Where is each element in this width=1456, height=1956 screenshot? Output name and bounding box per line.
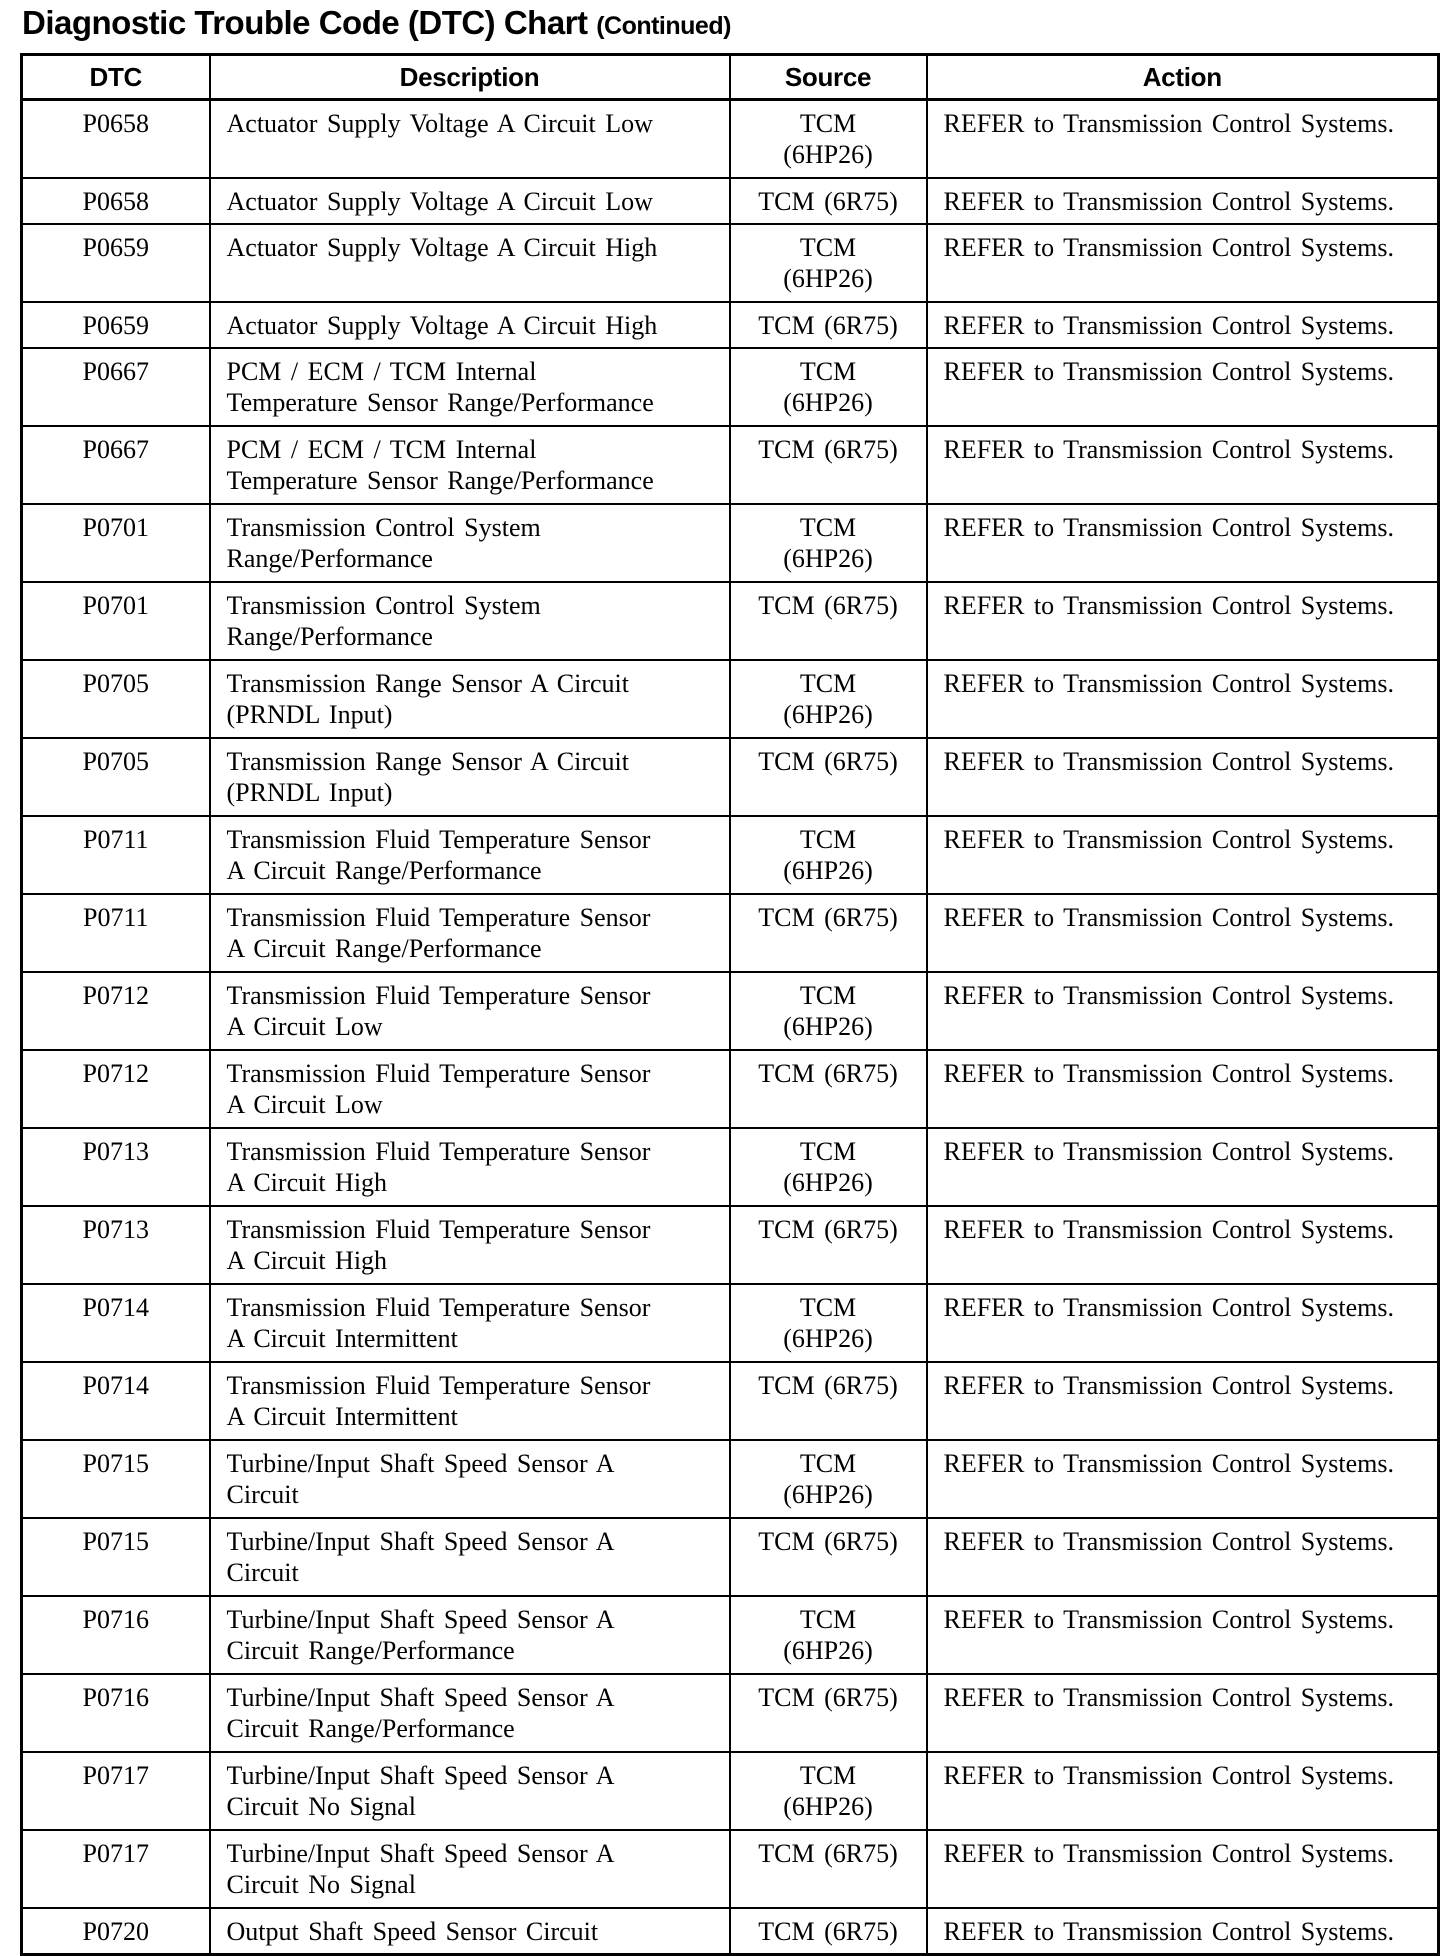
action-cell	[927, 100, 1439, 179]
description-cell-line: Turbine/Input Shaft Speed Sensor A	[226, 1761, 615, 1790]
dtc-cell-line: P0714	[82, 1371, 149, 1400]
table-row	[22, 1206, 1439, 1284]
action-cell-line: REFER to Transmission Control Systems.	[943, 981, 1394, 1010]
dtc-cell	[22, 1440, 210, 1518]
header-action: Action	[927, 55, 1439, 100]
table-row	[22, 1518, 1439, 1596]
source-cell	[730, 224, 927, 302]
description-cell-line: Transmission Fluid Temperature Sensor	[226, 903, 651, 932]
dtc-cell-line: P0712	[82, 981, 149, 1010]
description-cell-line: A Circuit Intermittent	[226, 1402, 458, 1431]
source-cell	[730, 100, 927, 179]
table-row	[22, 504, 1439, 582]
source-cell	[730, 1830, 927, 1908]
dtc-cell-line: P0659	[82, 233, 149, 262]
source-cell	[730, 1362, 927, 1440]
table-row	[22, 894, 1439, 972]
action-cell-line: REFER to Transmission Control Systems.	[943, 669, 1394, 698]
source-cell	[730, 1206, 927, 1284]
source-cell	[730, 426, 927, 504]
source-cell	[730, 816, 927, 894]
description-cell	[210, 1050, 730, 1128]
source-cell-line: TCM	[799, 1449, 857, 1478]
source-cell-line: TCM (6R75)	[758, 311, 898, 340]
description-cell	[210, 1752, 730, 1830]
source-cell-line: TCM (6R75)	[758, 1683, 898, 1712]
description-cell-line: Transmission Fluid Temperature Sensor	[226, 1059, 651, 1088]
action-cell	[927, 1284, 1439, 1362]
description-cell-line: Transmission Fluid Temperature Sensor	[226, 825, 651, 854]
dtc-cell	[22, 660, 210, 738]
action-cell-line: REFER to Transmission Control Systems.	[943, 1527, 1394, 1556]
description-cell-line: Circuit	[226, 1480, 299, 1509]
description-cell-line: (PRNDL Input)	[226, 778, 393, 807]
description-cell-line: Circuit Range/Performance	[226, 1714, 515, 1743]
action-cell-line: REFER to Transmission Control Systems.	[943, 591, 1394, 620]
description-cell-line: PCM / ECM / TCM Internal	[226, 357, 537, 386]
source-cell-line: (6HP26)	[783, 1636, 873, 1665]
source-cell-line: TCM (6R75)	[758, 1917, 898, 1946]
dtc-cell	[22, 894, 210, 972]
action-cell-line: REFER to Transmission Control Systems.	[943, 1059, 1394, 1088]
dtc-cell	[22, 1830, 210, 1908]
source-cell	[730, 660, 927, 738]
source-cell	[730, 348, 927, 426]
dtc-cell	[22, 348, 210, 426]
action-cell-line: REFER to Transmission Control Systems.	[943, 357, 1394, 386]
dtc-cell-line: P0717	[82, 1839, 149, 1868]
dtc-table	[20, 53, 1440, 1956]
table-row	[22, 178, 1439, 224]
dtc-cell	[22, 816, 210, 894]
source-cell-line: TCM	[799, 357, 857, 386]
action-cell	[927, 178, 1439, 224]
source-cell-line: TCM (6R75)	[758, 1527, 898, 1556]
dtc-cell	[22, 504, 210, 582]
source-cell	[730, 178, 927, 224]
table-row	[22, 1440, 1439, 1518]
description-cell-line: A Circuit Low	[226, 1090, 383, 1119]
description-cell-line: Transmission Fluid Temperature Sensor	[226, 1371, 651, 1400]
description-cell-line: Actuator Supply Voltage A Circuit High	[226, 233, 658, 262]
table-row	[22, 1752, 1439, 1830]
dtc-cell	[22, 582, 210, 660]
source-cell-line: (6HP26)	[783, 856, 873, 885]
action-cell-line: REFER to Transmission Control Systems.	[943, 825, 1394, 854]
table-row	[22, 100, 1439, 179]
action-cell-line: REFER to Transmission Control Systems.	[943, 1137, 1394, 1166]
dtc-cell	[22, 972, 210, 1050]
action-cell	[927, 504, 1439, 582]
dtc-cell	[22, 1362, 210, 1440]
dtc-cell-line: P0701	[82, 513, 149, 542]
description-cell-line: Circuit No Signal	[226, 1792, 416, 1821]
source-cell	[730, 972, 927, 1050]
dtc-cell-line: P0713	[82, 1137, 149, 1166]
description-cell	[210, 738, 730, 816]
description-cell-line: Transmission Fluid Temperature Sensor	[226, 981, 651, 1010]
dtc-cell-line: P0720	[82, 1917, 149, 1946]
source-cell	[730, 1908, 927, 1955]
action-cell	[927, 224, 1439, 302]
source-cell-line: (6HP26)	[783, 1012, 873, 1041]
action-cell-line: REFER to Transmission Control Systems.	[943, 903, 1394, 932]
source-cell-line: (6HP26)	[783, 1168, 873, 1197]
description-cell-line: A Circuit Intermittent	[226, 1324, 458, 1353]
action-cell	[927, 972, 1439, 1050]
action-cell	[927, 1206, 1439, 1284]
table-row	[22, 582, 1439, 660]
table-row	[22, 1674, 1439, 1752]
table-row	[22, 224, 1439, 302]
dtc-cell	[22, 1908, 210, 1955]
dtc-cell-line: P0705	[82, 669, 149, 698]
source-cell-line: TCM (6R75)	[758, 1839, 898, 1868]
source-cell-line: (6HP26)	[783, 140, 873, 169]
description-cell	[210, 972, 730, 1050]
description-cell	[210, 302, 730, 348]
description-cell-line: Circuit	[226, 1558, 299, 1587]
action-cell	[927, 894, 1439, 972]
description-cell-line: A Circuit Range/Performance	[226, 934, 542, 963]
description-cell-line: PCM / ECM / TCM Internal	[226, 435, 537, 464]
dtc-cell	[22, 738, 210, 816]
source-cell	[730, 504, 927, 582]
dtc-cell-line: P0658	[82, 109, 149, 138]
description-cell-line: Actuator Supply Voltage A Circuit Low	[226, 187, 653, 216]
source-cell-line: (6HP26)	[783, 544, 873, 573]
description-cell-line: Transmission Control System	[226, 513, 541, 542]
description-cell-line: Transmission Range Sensor A Circuit	[226, 747, 630, 776]
source-cell-line: (6HP26)	[783, 1792, 873, 1821]
dtc-cell-line: P0712	[82, 1059, 149, 1088]
action-cell-line: REFER to Transmission Control Systems.	[943, 187, 1394, 216]
source-cell-line: TCM	[799, 981, 857, 1010]
description-cell	[210, 1440, 730, 1518]
source-cell-line: TCM	[799, 233, 857, 262]
source-cell	[730, 1674, 927, 1752]
description-cell-line: Circuit No Signal	[226, 1870, 416, 1899]
description-cell	[210, 1206, 730, 1284]
dtc-cell-line: P0715	[82, 1527, 149, 1556]
dtc-cell	[22, 1284, 210, 1362]
source-cell-line: TCM (6R75)	[758, 435, 898, 464]
description-cell-line: Transmission Control System	[226, 591, 541, 620]
action-cell	[927, 1830, 1439, 1908]
description-cell	[210, 1284, 730, 1362]
action-cell-line: REFER to Transmission Control Systems.	[943, 311, 1394, 340]
source-cell	[730, 738, 927, 816]
table-row	[22, 348, 1439, 426]
dtc-cell	[22, 1128, 210, 1206]
action-cell-line: REFER to Transmission Control Systems.	[943, 109, 1394, 138]
dtc-cell	[22, 426, 210, 504]
source-cell-line: TCM	[799, 825, 857, 854]
description-cell-line: Transmission Range Sensor A Circuit	[226, 669, 630, 698]
source-cell-line: (6HP26)	[783, 388, 873, 417]
description-cell-line: Temperature Sensor Range/Performance	[226, 466, 654, 495]
source-cell-line: TCM	[799, 109, 857, 138]
description-cell	[210, 178, 730, 224]
dtc-cell	[22, 1596, 210, 1674]
action-cell	[927, 1908, 1439, 1955]
description-cell-line: A Circuit High	[226, 1168, 388, 1197]
description-cell	[210, 1128, 730, 1206]
description-cell	[210, 1518, 730, 1596]
source-cell-line: TCM	[799, 1761, 857, 1790]
action-cell	[927, 1362, 1439, 1440]
description-cell	[210, 1362, 730, 1440]
table-row	[22, 1596, 1439, 1674]
dtc-cell	[22, 178, 210, 224]
source-cell	[730, 302, 927, 348]
description-cell-line: Actuator Supply Voltage A Circuit High	[226, 311, 658, 340]
action-cell-line: REFER to Transmission Control Systems.	[943, 1449, 1394, 1478]
table-header-row	[22, 55, 1439, 100]
action-cell-line: REFER to Transmission Control Systems.	[943, 1917, 1394, 1946]
table-row	[22, 1362, 1439, 1440]
dtc-cell	[22, 1050, 210, 1128]
description-cell-line: Actuator Supply Voltage A Circuit Low	[226, 109, 653, 138]
description-cell	[210, 1908, 730, 1955]
description-cell	[210, 660, 730, 738]
description-cell-line: Turbine/Input Shaft Speed Sensor A	[226, 1683, 615, 1712]
source-cell-line: TCM	[799, 1293, 857, 1322]
source-cell-line: TCM	[799, 1137, 857, 1166]
description-cell-line: Circuit Range/Performance	[226, 1636, 515, 1665]
description-cell-line: Range/Performance	[226, 544, 433, 573]
description-cell-line: Range/Performance	[226, 622, 433, 651]
title-continued: (Continued)	[596, 12, 731, 40]
action-cell-line: REFER to Transmission Control Systems.	[943, 1215, 1394, 1244]
table-row	[22, 660, 1439, 738]
description-cell-line: A Circuit Low	[226, 1012, 383, 1041]
action-cell	[927, 1050, 1439, 1128]
table-row	[22, 1050, 1439, 1128]
description-cell-line: A Circuit Range/Performance	[226, 856, 542, 885]
action-cell	[927, 816, 1439, 894]
source-cell-line: TCM (6R75)	[758, 1215, 898, 1244]
dtc-cell-line: P0711	[83, 903, 149, 932]
table-row	[22, 816, 1439, 894]
action-cell	[927, 1674, 1439, 1752]
source-cell-line: (6HP26)	[783, 700, 873, 729]
dtc-cell-line: P0658	[82, 187, 149, 216]
dtc-cell	[22, 1674, 210, 1752]
source-cell	[730, 1752, 927, 1830]
action-cell	[927, 660, 1439, 738]
dtc-cell	[22, 100, 210, 179]
action-cell-line: REFER to Transmission Control Systems.	[943, 1371, 1394, 1400]
action-cell	[927, 738, 1439, 816]
dtc-cell-line: P0714	[82, 1293, 149, 1322]
dtc-cell-line: P0701	[82, 591, 149, 620]
action-cell	[927, 1596, 1439, 1674]
description-cell	[210, 1674, 730, 1752]
dtc-cell	[22, 224, 210, 302]
source-cell	[730, 1596, 927, 1674]
description-cell-line: Transmission Fluid Temperature Sensor	[226, 1215, 651, 1244]
dtc-cell-line: P0713	[82, 1215, 149, 1244]
action-cell-line: REFER to Transmission Control Systems.	[943, 1683, 1394, 1712]
description-cell-line: Temperature Sensor Range/Performance	[226, 388, 654, 417]
source-cell	[730, 582, 927, 660]
source-cell-line: (6HP26)	[783, 1324, 873, 1353]
source-cell	[730, 1518, 927, 1596]
source-cell-line: TCM (6R75)	[758, 903, 898, 932]
action-cell-line: REFER to Transmission Control Systems.	[943, 233, 1394, 262]
description-cell	[210, 504, 730, 582]
description-cell	[210, 224, 730, 302]
title-main: Diagnostic Trouble Code (DTC) Chart	[22, 4, 588, 41]
description-cell-line: (PRNDL Input)	[226, 700, 393, 729]
dtc-cell-line: P0711	[83, 825, 149, 854]
description-cell	[210, 1830, 730, 1908]
action-cell	[927, 1518, 1439, 1596]
action-cell-line: REFER to Transmission Control Systems.	[943, 1761, 1394, 1790]
description-cell-line: Turbine/Input Shaft Speed Sensor A	[226, 1839, 615, 1868]
source-cell	[730, 1284, 927, 1362]
description-cell	[210, 426, 730, 504]
description-cell	[210, 582, 730, 660]
table-row	[22, 1284, 1439, 1362]
dtc-cell-line: P0716	[82, 1683, 149, 1712]
action-cell-line: REFER to Transmission Control Systems.	[943, 435, 1394, 464]
description-cell-line: Output Shaft Speed Sensor Circuit	[226, 1917, 599, 1946]
source-cell	[730, 1440, 927, 1518]
source-cell-line: TCM (6R75)	[758, 591, 898, 620]
action-cell	[927, 426, 1439, 504]
table-row	[22, 1908, 1439, 1955]
dtc-cell	[22, 302, 210, 348]
source-cell	[730, 894, 927, 972]
description-cell-line: Transmission Fluid Temperature Sensor	[226, 1137, 651, 1166]
description-cell	[210, 348, 730, 426]
action-cell-line: REFER to Transmission Control Systems.	[943, 1605, 1394, 1634]
source-cell-line: TCM (6R75)	[758, 1371, 898, 1400]
source-cell	[730, 1128, 927, 1206]
action-cell-line: REFER to Transmission Control Systems.	[943, 1839, 1394, 1868]
dtc-cell	[22, 1206, 210, 1284]
source-cell-line: TCM (6R75)	[758, 1059, 898, 1088]
dtc-cell-line: P0716	[82, 1605, 149, 1634]
description-cell-line: Transmission Fluid Temperature Sensor	[226, 1293, 651, 1322]
dtc-cell-line: P0715	[82, 1449, 149, 1478]
source-cell-line: (6HP26)	[783, 264, 873, 293]
source-cell	[730, 1050, 927, 1128]
header-description: Description	[210, 55, 730, 100]
description-cell-line: Turbine/Input Shaft Speed Sensor A	[226, 1449, 615, 1478]
source-cell-line: (6HP26)	[783, 1480, 873, 1509]
source-cell-line: TCM (6R75)	[758, 747, 898, 776]
dtc-cell	[22, 1752, 210, 1830]
dtc-cell	[22, 1518, 210, 1596]
description-cell-line: Turbine/Input Shaft Speed Sensor A	[226, 1527, 615, 1556]
dtc-cell-line: P0717	[82, 1761, 149, 1790]
table-row	[22, 426, 1439, 504]
description-cell	[210, 100, 730, 179]
source-cell-line: TCM (6R75)	[758, 187, 898, 216]
dtc-cell-line: P0667	[82, 357, 149, 386]
table-row	[22, 738, 1439, 816]
source-cell-line: TCM	[799, 669, 857, 698]
description-cell	[210, 1596, 730, 1674]
action-cell	[927, 582, 1439, 660]
source-cell-line: TCM	[799, 513, 857, 542]
action-cell	[927, 1440, 1439, 1518]
source-cell-line: TCM	[799, 1605, 857, 1634]
action-cell-line: REFER to Transmission Control Systems.	[943, 513, 1394, 542]
description-cell-line: A Circuit High	[226, 1246, 388, 1275]
dtc-cell-line: P0667	[82, 435, 149, 464]
action-cell	[927, 1128, 1439, 1206]
action-cell	[927, 348, 1439, 426]
description-cell	[210, 894, 730, 972]
header-dtc: DTC	[22, 55, 210, 100]
page-title	[22, 4, 731, 42]
table-row	[22, 1830, 1439, 1908]
table-row	[22, 1128, 1439, 1206]
description-cell	[210, 816, 730, 894]
table-row	[22, 972, 1439, 1050]
dtc-cell-line: P0705	[82, 747, 149, 776]
action-cell-line: REFER to Transmission Control Systems.	[943, 1293, 1394, 1322]
description-cell-line: Turbine/Input Shaft Speed Sensor A	[226, 1605, 615, 1634]
table-row	[22, 302, 1439, 348]
action-cell	[927, 1752, 1439, 1830]
header-source: Source	[730, 55, 927, 100]
action-cell-line: REFER to Transmission Control Systems.	[943, 747, 1394, 776]
dtc-cell-line: P0659	[82, 311, 149, 340]
action-cell	[927, 302, 1439, 348]
